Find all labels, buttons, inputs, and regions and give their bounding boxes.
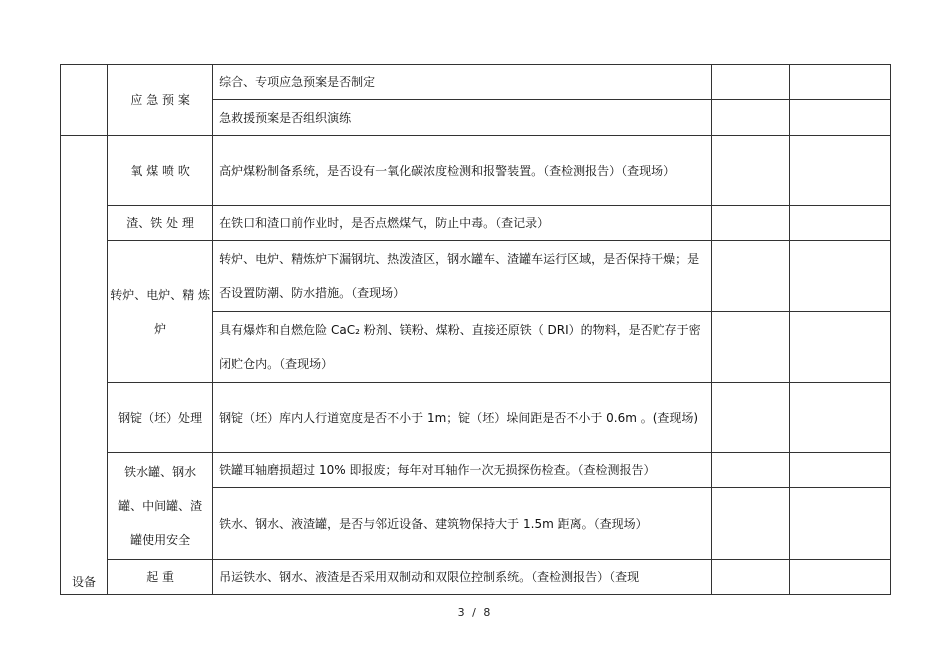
blank-side-cell — [61, 65, 108, 136]
check-cell[interactable] — [711, 136, 789, 206]
category-cell: 铁水罐、钢水罐、中间罐、渣罐使用安全 — [108, 453, 213, 560]
check-cell[interactable] — [711, 312, 789, 383]
item-cell: 转炉、电炉、精炼炉下漏钢坑、热泼渣区，钢水罐车、渣罐车运行区域，是否保持干燥；是否设置防潮、防水措施。（查现场） — [213, 241, 712, 312]
item-cell: 铁罐耳轴磨损超过 10% 即报废；每年对耳轴作一次无损探伤检查。（查检测报告） — [213, 453, 712, 488]
remark-cell[interactable] — [789, 136, 890, 206]
category-cell: 渣、铁 处 理 — [108, 206, 213, 241]
remark-cell[interactable] — [789, 383, 890, 453]
page-number: 3 / 8 — [457, 606, 493, 619]
category-cell: 起 重 — [108, 560, 213, 595]
item-cell: 高炉煤粉制备系统，是否设有一氧化碳浓度检测和报警装置。（查检测报告）（查现场） — [213, 136, 712, 206]
check-cell[interactable] — [711, 100, 789, 136]
category-cell: 应 急 预 案 — [108, 65, 213, 136]
item-cell: 综合、专项应急预案是否制定 — [213, 65, 712, 100]
remark-cell[interactable] — [789, 312, 890, 383]
check-cell[interactable] — [711, 65, 789, 100]
category-cell: 转炉、电炉、精 炼 炉 — [108, 241, 213, 383]
check-cell[interactable] — [711, 241, 789, 312]
table-row — [61, 65, 891, 100]
table-row — [61, 383, 891, 453]
table-row — [61, 241, 891, 312]
table-row — [61, 206, 891, 241]
check-cell[interactable] — [711, 453, 789, 488]
check-cell[interactable] — [711, 206, 789, 241]
category-cell: 钢锭（坯）处理 — [108, 383, 213, 453]
item-cell: 钢锭（坯）库内人行道宽度是否不小于 1m；锭（坯）垛间距是否不小于 0.6m 。(查现场) — [213, 383, 712, 453]
item-cell: 急救援预案是否组织演练 — [213, 100, 712, 136]
item-cell: 铁水、钢水、液渣罐，是否与邻近设备、建筑物保持大于 1.5m 距离。（查现场） — [213, 488, 712, 560]
item-cell: 吊运铁水、钢水、液渣是否采用双制动和双限位控制系统。（查检测报告）（查现 — [213, 560, 712, 595]
remark-cell[interactable] — [789, 560, 890, 595]
table-row — [61, 453, 891, 488]
item-cell: 在铁口和渣口前作业时，是否点燃煤气，防止中毒。（查记录） — [213, 206, 712, 241]
check-cell[interactable] — [711, 488, 789, 560]
check-cell[interactable] — [711, 383, 789, 453]
remark-cell[interactable] — [789, 453, 890, 488]
check-cell[interactable] — [711, 560, 789, 595]
remark-cell[interactable] — [789, 100, 890, 136]
remark-cell[interactable] — [789, 488, 890, 560]
remark-cell[interactable] — [789, 65, 890, 100]
item-cell: 具有爆炸和自燃危险 CaC₂ 粉剂、镁粉、煤粉、直接还原铁（ DRI）的物料，是否贮存于密闭贮仓内。（查现场） — [213, 312, 712, 383]
side-category-cell: 设备 — [61, 136, 108, 595]
checklist-table — [60, 64, 891, 595]
remark-cell[interactable] — [789, 206, 890, 241]
remark-cell[interactable] — [789, 241, 890, 312]
table-row — [61, 560, 891, 595]
category-cell: 氧 煤 喷 吹 — [108, 136, 213, 206]
table-row — [61, 136, 891, 206]
